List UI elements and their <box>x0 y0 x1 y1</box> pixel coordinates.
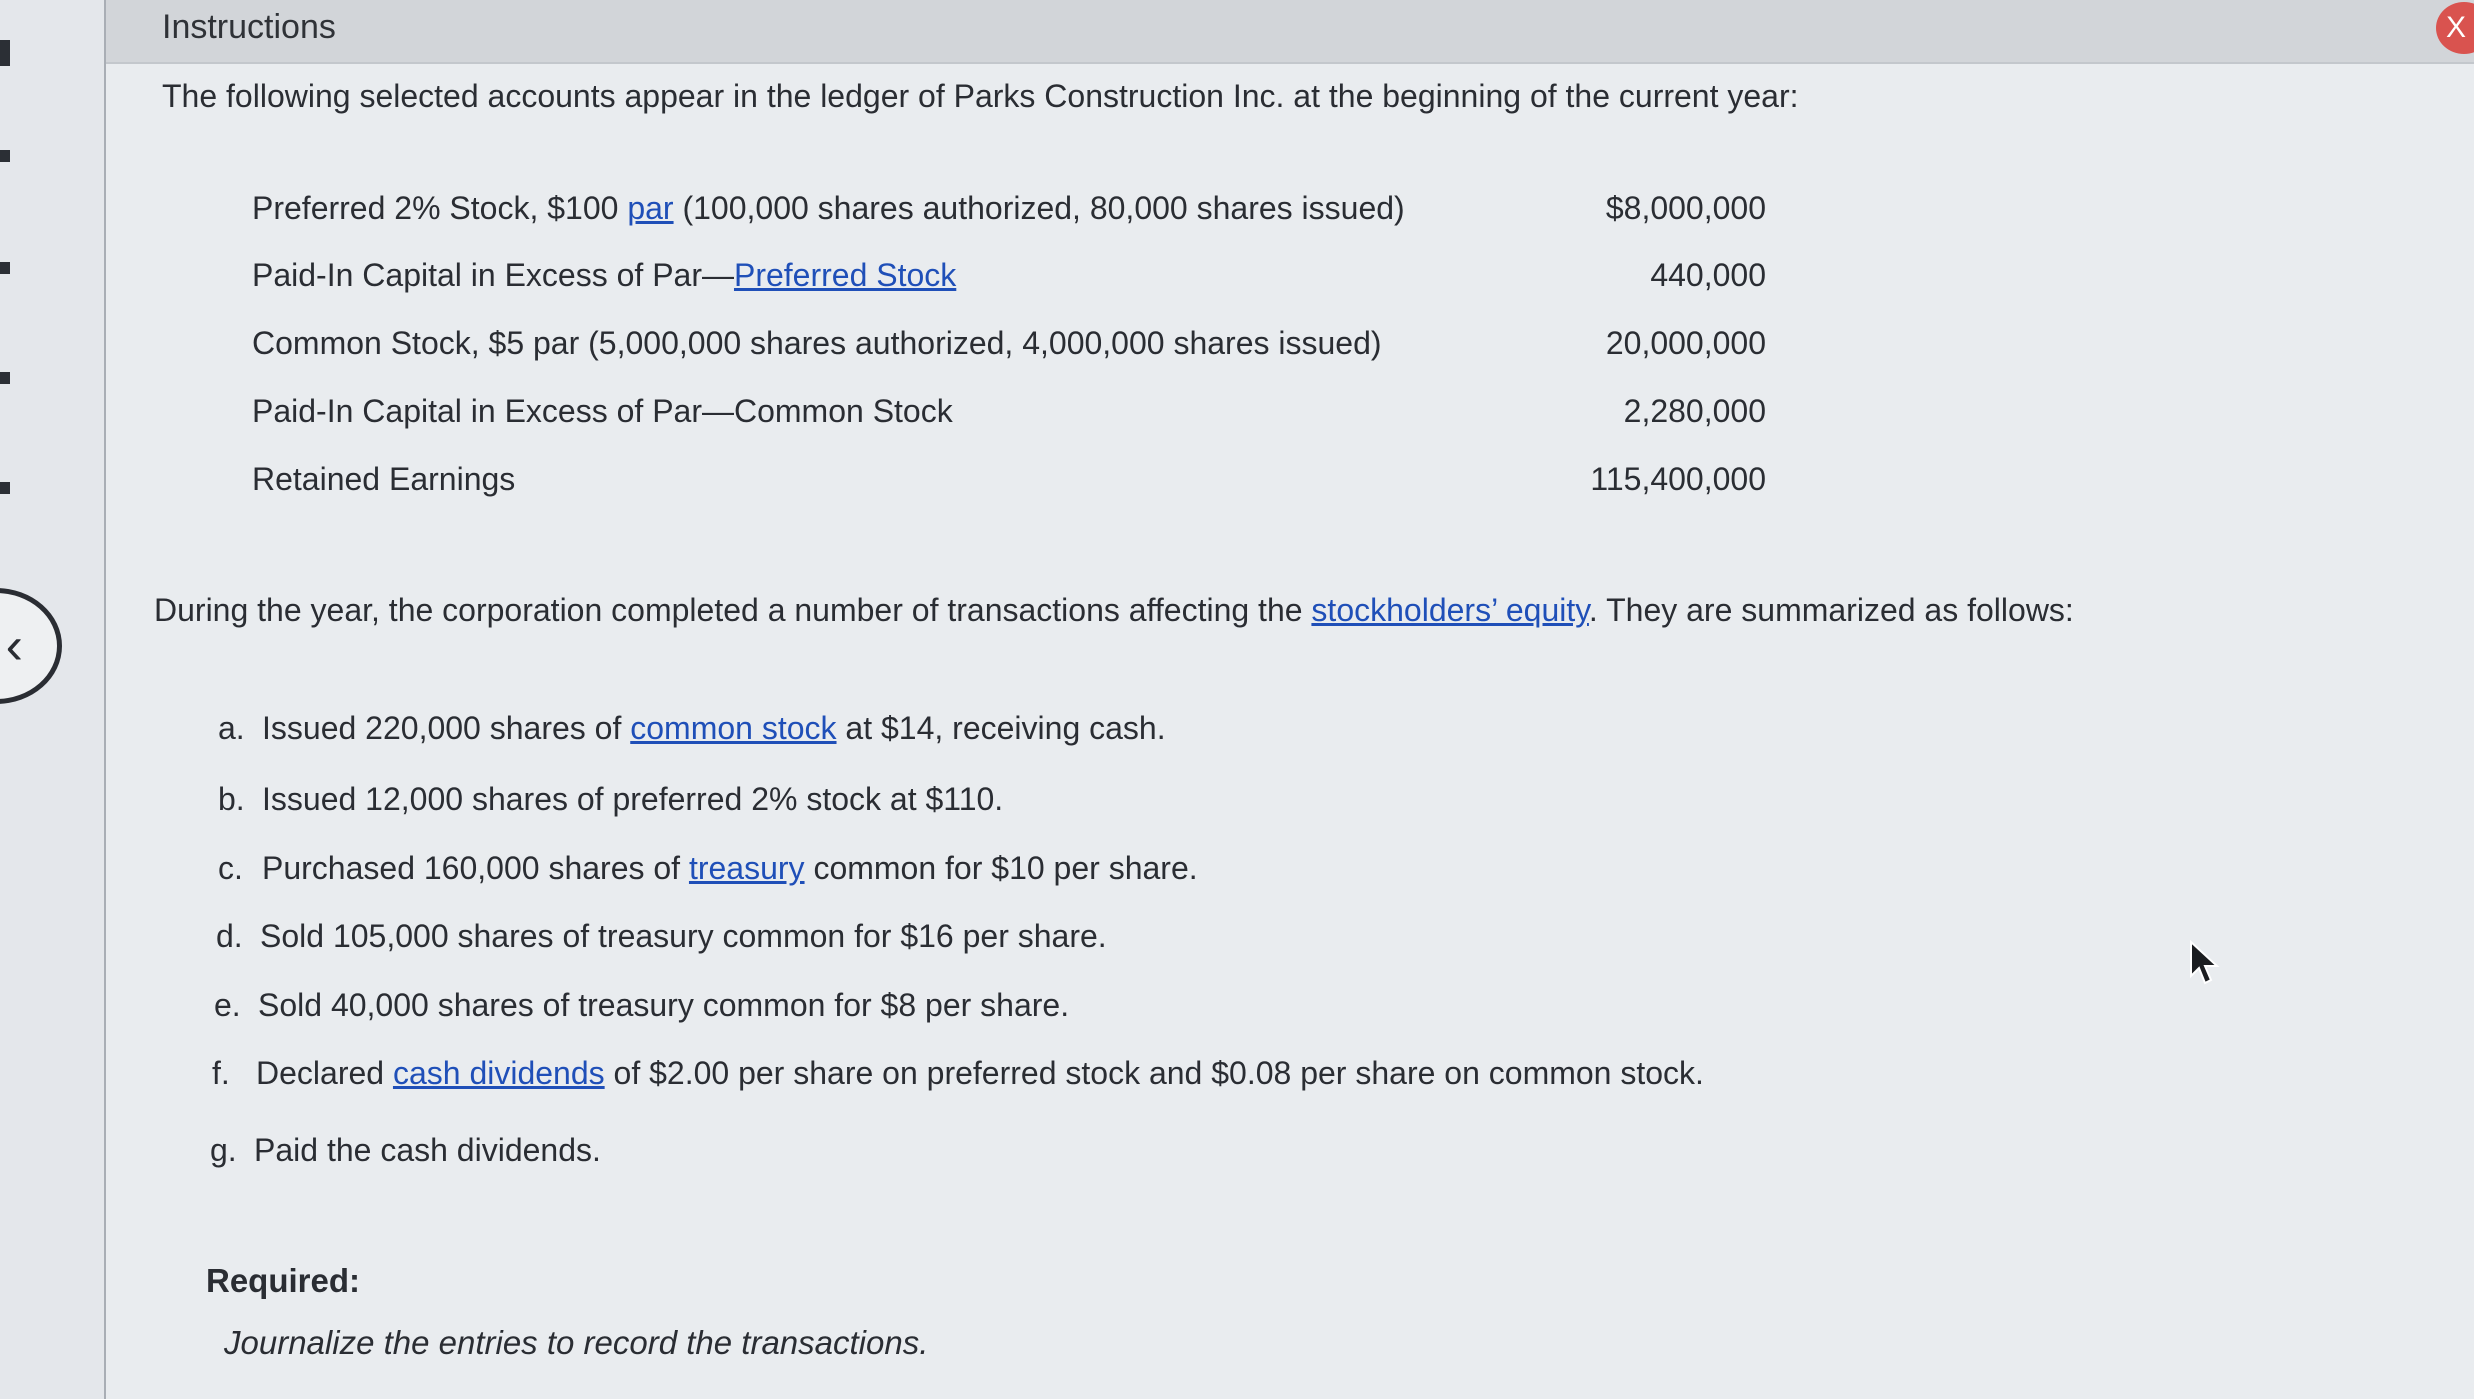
transaction-item <box>218 850 1198 887</box>
transaction-item <box>216 918 1107 955</box>
ledger-amount: 20,000,000 <box>1605 325 1766 361</box>
glossary-link[interactable]: cash dividends <box>392 1055 605 1091</box>
transaction-item <box>214 987 1069 1024</box>
transaction-letter: f. <box>212 1055 230 1091</box>
panel-header <box>106 0 2474 64</box>
ledger-row <box>106 461 1806 511</box>
rail-marker <box>0 262 10 274</box>
transaction-text: Issued 220,000 shares of <box>262 710 631 746</box>
ledger-row <box>106 325 1806 375</box>
glossary-link[interactable]: Preferred Stock <box>733 257 957 293</box>
transaction-letter: e. <box>214 987 241 1023</box>
rail-marker <box>0 482 10 494</box>
ledger-amount: $8,000,000 <box>1605 190 1766 226</box>
transaction-text: Sold 105,000 shares of treasury common for $16 per share. <box>260 918 1107 954</box>
intro-text: The following selected accounts appear in the ledger of Parks Construction Inc. at the beginning of the current year: <box>162 78 1799 114</box>
ledger-amount: 115,400,000 <box>1590 461 1766 497</box>
transaction-text: Sold 40,000 shares of treasury common for $8 per share. <box>258 987 1070 1023</box>
transaction-text: Issued 12,000 shares of preferred 2% stock at $110. <box>262 781 1004 817</box>
ledger-account-text: Common Stock, $5 par (5,000,000 shares authorized, 4,000,000 shares issued) <box>252 325 1382 361</box>
ledger-row <box>106 257 1806 307</box>
transaction-item <box>218 781 1003 818</box>
transaction-letter: g. <box>210 1132 237 1168</box>
instructions-panel <box>106 0 2474 1399</box>
ledger-amount: 440,000 <box>1650 257 1766 293</box>
ledger-account-text: Preferred 2% Stock, $100 <box>252 190 628 226</box>
transaction-item <box>212 1055 1704 1092</box>
transaction-item <box>210 1132 601 1169</box>
transactions-intro-text: During the year, the corporation completed a number of transactions affecting the <box>154 592 1312 628</box>
transaction-text: common for $10 per share. <box>804 850 1198 886</box>
ledger-account-name <box>252 257 956 294</box>
transaction-text: of $2.00 per share on preferred stock and $0.08 per share on common stock. <box>604 1055 1704 1091</box>
ledger-account-name <box>252 190 1405 227</box>
ledger-account-text: Paid-In Capital in Excess of Par— <box>252 257 734 293</box>
ledger-amount: 2,280,000 <box>1623 393 1766 429</box>
glossary-link[interactable]: par <box>627 190 674 226</box>
required-task: Journalize the entries to record the transactions. <box>224 1324 929 1361</box>
ledger-account-text: (100,000 shares authorized, 80,000 shares issued) <box>673 190 1405 226</box>
ledger-account-name <box>252 325 1382 362</box>
rail-marker <box>0 40 10 66</box>
transactions-intro-text-end: . They are summarized as follows: <box>1588 592 2074 628</box>
ledger-account-text: Paid-In Capital in Excess of Par—Common Stock <box>252 393 953 429</box>
ledger-account-text: Retained Earnings <box>252 461 516 497</box>
transaction-item <box>218 710 1166 747</box>
close-icon: X <box>2446 11 2467 44</box>
stockholders-equity-link[interactable]: stockholders’ equity <box>1311 592 1589 628</box>
ledger-row <box>106 190 1806 240</box>
transactions-intro <box>154 592 2074 629</box>
rail-marker <box>0 150 10 162</box>
ledger-account-name <box>252 393 953 430</box>
transaction-letter: d. <box>216 918 243 954</box>
required-heading: Required: <box>206 1262 361 1299</box>
transaction-text: Declared <box>256 1055 393 1091</box>
glossary-link[interactable]: treasury <box>688 850 805 886</box>
transaction-text: Paid the cash dividends. <box>254 1132 601 1168</box>
glossary-link[interactable]: common stock <box>630 710 837 746</box>
chevron-left-icon: ‹ <box>5 617 23 675</box>
ledger-row <box>106 393 1806 443</box>
ledger-account-name <box>252 461 515 498</box>
mouse-pointer-icon <box>2188 940 2222 986</box>
transaction-letter: c. <box>218 850 243 886</box>
panel-title: Instructions <box>162 8 336 46</box>
transaction-letter: a. <box>218 710 245 746</box>
close-button[interactable] <box>2436 2 2474 54</box>
transaction-text: Purchased 160,000 shares of <box>262 850 689 886</box>
transaction-letter: b. <box>218 781 245 817</box>
transaction-text: at $14, receiving cash. <box>836 710 1166 746</box>
rail-marker <box>0 372 10 384</box>
